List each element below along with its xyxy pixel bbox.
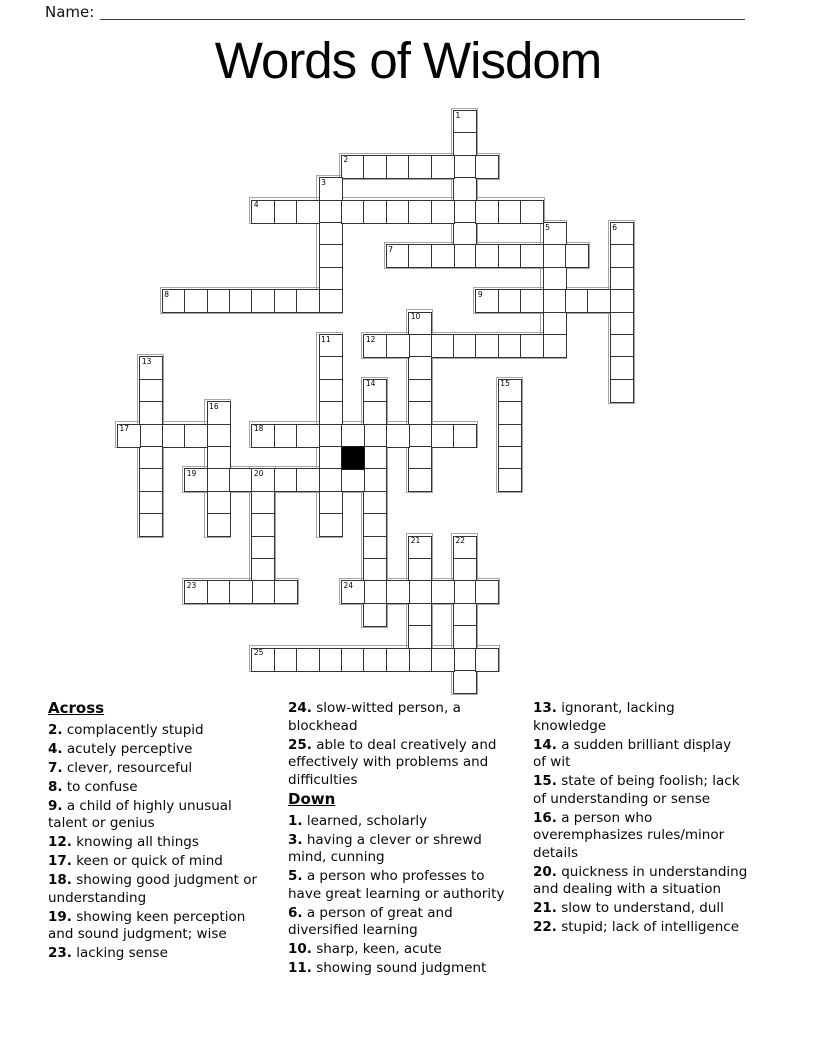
crossword-cell[interactable] bbox=[498, 468, 522, 492]
cell-number: 9 bbox=[477, 289, 483, 299]
crossword-cell[interactable] bbox=[274, 648, 298, 672]
crossword-cell[interactable] bbox=[274, 424, 298, 448]
crossword-cell[interactable] bbox=[363, 334, 387, 358]
cell-number: 21 bbox=[410, 536, 421, 546]
crossword-cell[interactable] bbox=[319, 648, 343, 672]
clue-17-across: 17. keen or quick of mind bbox=[48, 853, 223, 869]
crossword-cell[interactable] bbox=[453, 155, 477, 179]
cell-number: 3 bbox=[321, 177, 326, 187]
clue-5-down: 5. a person who professes to have great learning or authority bbox=[288, 868, 505, 902]
clue-number: 10. bbox=[288, 941, 312, 957]
clue-column-3 bbox=[533, 700, 747, 938]
crossword-cell[interactable] bbox=[274, 289, 298, 313]
crossword-cell[interactable] bbox=[274, 580, 298, 604]
clue-3-down: 3. having a clever or shrewd mind, cunning bbox=[288, 831, 482, 865]
crossword-cell[interactable] bbox=[363, 536, 387, 560]
crossword-cell[interactable] bbox=[610, 379, 634, 403]
crossword-cell[interactable] bbox=[431, 424, 455, 448]
crossword-cell[interactable] bbox=[184, 468, 208, 492]
cell-number: 4 bbox=[253, 200, 259, 210]
crossword-cell[interactable] bbox=[184, 424, 208, 448]
crossword-cell[interactable] bbox=[475, 580, 499, 604]
clue-number: 14. bbox=[533, 736, 557, 753]
crossword-cell[interactable] bbox=[162, 424, 186, 448]
crossword-cell[interactable] bbox=[408, 379, 432, 403]
crossword-cell[interactable] bbox=[587, 289, 611, 313]
crossword-cell[interactable] bbox=[251, 513, 275, 537]
crossword-cell[interactable] bbox=[408, 155, 432, 179]
crossword-cell[interactable] bbox=[139, 424, 163, 448]
crossword-cell[interactable] bbox=[453, 603, 477, 627]
crossword-cell[interactable] bbox=[408, 334, 432, 358]
crossword-cell[interactable] bbox=[386, 580, 410, 604]
crossword-cell[interactable] bbox=[207, 446, 231, 470]
clue-12-across: 12. knowing all things bbox=[48, 834, 199, 850]
cell-number: 7 bbox=[388, 244, 394, 254]
crossword-cell[interactable] bbox=[117, 424, 141, 448]
crossword-cell[interactable] bbox=[431, 648, 455, 672]
crossword-cell[interactable] bbox=[408, 244, 432, 268]
crossword-cell[interactable] bbox=[498, 401, 522, 425]
crossword-cell[interactable] bbox=[251, 580, 275, 604]
crossword-cell[interactable] bbox=[408, 580, 432, 604]
crossword-cell[interactable] bbox=[453, 222, 477, 246]
cell-number: 1 bbox=[455, 110, 461, 120]
crossword-cell[interactable] bbox=[341, 200, 365, 224]
cell-number: 8 bbox=[164, 289, 170, 299]
crossword-cell[interactable] bbox=[543, 244, 567, 268]
crossword-cell[interactable] bbox=[341, 468, 365, 492]
cell-number: 18 bbox=[253, 424, 264, 434]
clue-number: 9. bbox=[48, 797, 63, 814]
clue-number: 19. bbox=[48, 908, 72, 925]
cell-number: 12 bbox=[365, 334, 376, 344]
clue-number: 22. bbox=[533, 919, 557, 935]
black-cell bbox=[341, 446, 365, 470]
crossword-cell[interactable] bbox=[319, 267, 343, 291]
crossword-cell[interactable] bbox=[543, 222, 567, 246]
crossword-cell[interactable] bbox=[139, 513, 163, 537]
crossword-cell[interactable] bbox=[498, 446, 522, 470]
clue-number: 5. bbox=[288, 868, 303, 884]
cell-number: 25 bbox=[253, 648, 264, 658]
clue-number: 18. bbox=[48, 872, 72, 888]
cell-number: 13 bbox=[141, 356, 152, 366]
crossword-cell[interactable] bbox=[453, 536, 477, 560]
crossword-cell[interactable] bbox=[296, 468, 320, 492]
crossword-cell[interactable] bbox=[207, 580, 231, 604]
clue-16-down: 16. a person who overemphasizes rules/minor details bbox=[533, 809, 725, 861]
crossword-cell[interactable] bbox=[363, 155, 387, 179]
cell-number: 2 bbox=[343, 155, 349, 165]
crossword-cell[interactable] bbox=[139, 491, 163, 515]
cell-number: 11 bbox=[321, 334, 331, 344]
crossword-cell[interactable] bbox=[363, 200, 387, 224]
across-header: Across bbox=[48, 699, 105, 717]
crossword-cell[interactable] bbox=[251, 648, 275, 672]
crossword-cell[interactable] bbox=[498, 379, 522, 403]
crossword-cell[interactable] bbox=[229, 289, 253, 313]
cell-number: 23 bbox=[186, 580, 197, 590]
crossword-cell[interactable] bbox=[274, 200, 298, 224]
crossword-cell[interactable] bbox=[453, 625, 477, 649]
crossword-cell[interactable] bbox=[408, 536, 432, 560]
crossword-cell[interactable] bbox=[251, 536, 275, 560]
crossword-cell[interactable] bbox=[363, 491, 387, 515]
clue-number: 15. bbox=[533, 773, 557, 789]
crossword-cell[interactable] bbox=[341, 648, 365, 672]
crossword-cell[interactable] bbox=[296, 424, 320, 448]
crossword-cell[interactable] bbox=[543, 289, 567, 313]
crossword-cell[interactable] bbox=[498, 289, 522, 313]
clue-18-across: 18. showing good judgment or understanding bbox=[48, 872, 258, 906]
crossword-cell[interactable] bbox=[363, 558, 387, 582]
crossword-cell[interactable] bbox=[319, 334, 343, 358]
crossword-cell[interactable] bbox=[251, 200, 275, 224]
crossword-cell[interactable] bbox=[319, 401, 343, 425]
clue-8-across: 8. to confuse bbox=[48, 778, 138, 795]
crossword-cell[interactable] bbox=[475, 648, 499, 672]
crossword-cell[interactable] bbox=[431, 580, 455, 604]
crossword-cell[interactable] bbox=[408, 446, 432, 470]
cell-number: 16 bbox=[209, 401, 219, 411]
crossword-cell[interactable] bbox=[431, 244, 455, 268]
crossword-cell[interactable] bbox=[453, 670, 477, 694]
crossword-cell[interactable] bbox=[386, 424, 410, 448]
crossword-cell[interactable] bbox=[139, 356, 163, 380]
crossword-cell[interactable] bbox=[408, 468, 432, 492]
crossword-cell[interactable] bbox=[296, 289, 320, 313]
crossword-cell[interactable] bbox=[475, 200, 499, 224]
clue-1-down: 1. learned, scholarly bbox=[288, 812, 428, 829]
clue-number: 3. bbox=[288, 831, 303, 848]
clue-11-down: 11. showing sound judgment bbox=[288, 960, 487, 976]
crossword-cell[interactable] bbox=[363, 580, 387, 604]
crossword-cell[interactable] bbox=[207, 424, 231, 448]
crossword-cell[interactable] bbox=[498, 424, 522, 448]
cell-number: 5 bbox=[545, 222, 550, 232]
crossword-cell[interactable] bbox=[565, 244, 589, 268]
crossword-cell[interactable] bbox=[498, 334, 522, 358]
crossword-cell[interactable] bbox=[319, 468, 343, 492]
crossword-cell[interactable] bbox=[475, 244, 499, 268]
cell-number: 19 bbox=[186, 468, 197, 478]
crossword-cell[interactable] bbox=[610, 244, 634, 268]
crossword-cell[interactable] bbox=[229, 468, 253, 492]
crossword-cell[interactable] bbox=[543, 334, 567, 358]
crossword-cell[interactable] bbox=[386, 334, 410, 358]
clue-number: 7. bbox=[48, 759, 63, 776]
clue-column-1 bbox=[48, 700, 257, 964]
crossword-cell[interactable] bbox=[475, 155, 499, 179]
crossword-cell[interactable] bbox=[319, 356, 343, 380]
crossword-cell[interactable] bbox=[610, 312, 634, 336]
clue-23-across: 23. lacking sense bbox=[48, 945, 168, 961]
clue-25-across: 25. able to deal creatively and effectively with problems and difficulties bbox=[288, 736, 497, 788]
cell-number: 15 bbox=[500, 379, 510, 389]
cell-number: 17 bbox=[119, 424, 130, 434]
crossword-cell[interactable] bbox=[543, 312, 567, 336]
crossword-cell[interactable] bbox=[453, 177, 477, 201]
clue-19-across: 19. showing keen perception and sound judgment; wise bbox=[48, 908, 246, 942]
clue-21-down: 21. slow to understand, dull bbox=[533, 900, 724, 916]
crossword-cell[interactable] bbox=[319, 177, 343, 201]
crossword-cell[interactable] bbox=[251, 491, 275, 515]
crossword-cell[interactable] bbox=[207, 491, 231, 515]
clue-number: 25. bbox=[288, 736, 312, 753]
crossword-cell[interactable] bbox=[543, 267, 567, 291]
crossword-cell[interactable] bbox=[207, 468, 231, 492]
cell-number: 22 bbox=[455, 536, 466, 546]
crossword-cell[interactable] bbox=[386, 200, 410, 224]
crossword-cell[interactable] bbox=[408, 648, 432, 672]
crossword-cell[interactable] bbox=[610, 222, 634, 246]
clue-number: 6. bbox=[288, 904, 303, 921]
clue-15-down: 15. state of being foolish; lack of understanding or sense bbox=[533, 773, 740, 807]
clue-10-down: 10. sharp, keen, acute bbox=[288, 941, 442, 957]
crossword-cell[interactable] bbox=[408, 312, 432, 336]
crossword-cell[interactable] bbox=[453, 334, 477, 358]
clue-number: 4. bbox=[48, 740, 63, 757]
crossword-cell[interactable] bbox=[453, 200, 477, 224]
crossword-cell[interactable] bbox=[341, 580, 365, 604]
clue-number: 16. bbox=[533, 809, 557, 826]
crossword-cell[interactable] bbox=[408, 603, 432, 627]
crossword-cell[interactable] bbox=[565, 289, 589, 313]
crossword-cell[interactable] bbox=[296, 200, 320, 224]
down-header: Down bbox=[288, 790, 336, 808]
clue-number: 24. bbox=[288, 700, 312, 716]
crossword-cell[interactable] bbox=[408, 625, 432, 649]
crossword-cell[interactable] bbox=[610, 267, 634, 291]
crossword-cell[interactable] bbox=[319, 491, 343, 515]
cell-number: 6 bbox=[612, 222, 618, 232]
cell-number: 10 bbox=[410, 312, 421, 322]
name-label: Name: bbox=[45, 3, 95, 21]
crossword-cell[interactable] bbox=[610, 289, 634, 313]
crossword-cell[interactable] bbox=[341, 424, 365, 448]
crossword-cell[interactable] bbox=[162, 289, 186, 313]
crossword-cell[interactable] bbox=[184, 580, 208, 604]
cell-number: 20 bbox=[253, 468, 264, 478]
cell-number: 14 bbox=[365, 379, 376, 389]
crossword-cell[interactable] bbox=[319, 424, 343, 448]
crossword-cell[interactable] bbox=[431, 334, 455, 358]
clue-number: 21. bbox=[533, 900, 557, 916]
crossword-cell[interactable] bbox=[319, 244, 343, 268]
clue-number: 12. bbox=[48, 834, 72, 850]
crossword-cell[interactable] bbox=[319, 379, 343, 403]
clue-4-across: 4. acutely perceptive bbox=[48, 740, 193, 757]
crossword-cell[interactable] bbox=[207, 289, 231, 313]
crossword-cell[interactable] bbox=[498, 200, 522, 224]
crossword-cell[interactable] bbox=[251, 289, 275, 313]
clue-number: 20. bbox=[533, 863, 557, 880]
crossword-cell[interactable] bbox=[453, 580, 477, 604]
clue-number: 13. bbox=[533, 700, 557, 716]
clue-24-across: 24. slow-witted person, a blockhead bbox=[288, 700, 461, 734]
crossword-cell[interactable] bbox=[319, 222, 343, 246]
crossword-cell[interactable] bbox=[363, 379, 387, 403]
crossword-cell[interactable] bbox=[207, 513, 231, 537]
crossword-cell[interactable] bbox=[453, 244, 477, 268]
clue-column-2 bbox=[288, 700, 504, 979]
clue-22-down: 22. stupid; lack of intelligence bbox=[533, 919, 740, 935]
clue-6-down: 6. a person of great and diversified learning bbox=[288, 904, 453, 938]
crossword-cell[interactable] bbox=[229, 580, 253, 604]
clue-number: 1. bbox=[288, 812, 303, 829]
crossword-cell[interactable] bbox=[207, 401, 231, 425]
crossword-cell[interactable] bbox=[363, 603, 387, 627]
clue-9-across: 9. a child of highly unusual talent or genius bbox=[48, 797, 232, 831]
crossword-cell[interactable] bbox=[453, 558, 477, 582]
crossword-cell[interactable] bbox=[498, 244, 522, 268]
crossword-cell[interactable] bbox=[408, 356, 432, 380]
crossword-cell[interactable] bbox=[139, 446, 163, 470]
crossword-cell[interactable] bbox=[184, 289, 208, 313]
cell-number: 24 bbox=[343, 580, 354, 590]
crossword-cell[interactable] bbox=[319, 289, 343, 313]
crossword-cell[interactable] bbox=[139, 379, 163, 403]
crossword-cell[interactable] bbox=[363, 648, 387, 672]
crossword-cell[interactable] bbox=[139, 468, 163, 492]
crossword-cell[interactable] bbox=[520, 200, 544, 224]
crossword-cell[interactable] bbox=[386, 244, 410, 268]
crossword-cell[interactable] bbox=[296, 648, 320, 672]
crossword-cell[interactable] bbox=[251, 468, 275, 492]
clue-number: 17. bbox=[48, 853, 72, 869]
crossword-cell[interactable] bbox=[408, 558, 432, 582]
crossword-cell[interactable] bbox=[431, 200, 455, 224]
clue-20-down: 20. quickness in understanding and dealing with a situation bbox=[533, 863, 748, 897]
clue-7-across: 7. clever, resourceful bbox=[48, 759, 193, 776]
crossword-cell[interactable] bbox=[139, 401, 163, 425]
crossword-cell[interactable] bbox=[386, 648, 410, 672]
crossword-cell[interactable] bbox=[475, 289, 499, 313]
crossword-cell[interactable] bbox=[408, 424, 432, 448]
crossword-cell[interactable] bbox=[453, 648, 477, 672]
crossword-cell[interactable] bbox=[274, 468, 298, 492]
crossword-cell[interactable] bbox=[251, 424, 275, 448]
clue-number: 23. bbox=[48, 945, 72, 961]
crossword-cell[interactable] bbox=[520, 334, 544, 358]
crossword-cell[interactable] bbox=[610, 356, 634, 380]
crossword-cell[interactable] bbox=[363, 513, 387, 537]
crossword-cell[interactable] bbox=[363, 468, 387, 492]
clue-13-down: 13. ignorant, lacking knowledge bbox=[533, 700, 675, 734]
crossword-cell[interactable] bbox=[408, 401, 432, 425]
crossword-cell[interactable] bbox=[319, 446, 343, 470]
clue-2-across: 2. complacently stupid bbox=[48, 721, 204, 738]
crossword-cell[interactable] bbox=[610, 334, 634, 358]
crossword-cell[interactable] bbox=[475, 334, 499, 358]
clue-number: 8. bbox=[48, 778, 63, 795]
crossword-cell[interactable] bbox=[319, 200, 343, 224]
crossword-cell[interactable] bbox=[319, 513, 343, 537]
crossword-cell[interactable] bbox=[453, 424, 477, 448]
crossword-cell[interactable] bbox=[363, 401, 387, 425]
crossword-cell[interactable] bbox=[453, 110, 477, 134]
crossword-cell[interactable] bbox=[431, 155, 455, 179]
clue-number: 2. bbox=[48, 721, 63, 738]
crossword-cell[interactable] bbox=[341, 155, 365, 179]
crossword-cell[interactable] bbox=[251, 558, 275, 582]
clue-number: 11. bbox=[288, 960, 312, 976]
crossword-cell[interactable] bbox=[520, 289, 544, 313]
crossword-cell[interactable] bbox=[363, 424, 387, 448]
crossword-cell[interactable] bbox=[453, 132, 477, 156]
crossword-cell[interactable] bbox=[520, 244, 544, 268]
page-title: Words of Wisdom bbox=[214, 32, 602, 89]
crossword-cell[interactable] bbox=[386, 155, 410, 179]
crossword-cell[interactable] bbox=[408, 200, 432, 224]
clue-14-down: 14. a sudden brilliant display of wit bbox=[533, 736, 732, 770]
crossword-cell[interactable] bbox=[363, 446, 387, 470]
